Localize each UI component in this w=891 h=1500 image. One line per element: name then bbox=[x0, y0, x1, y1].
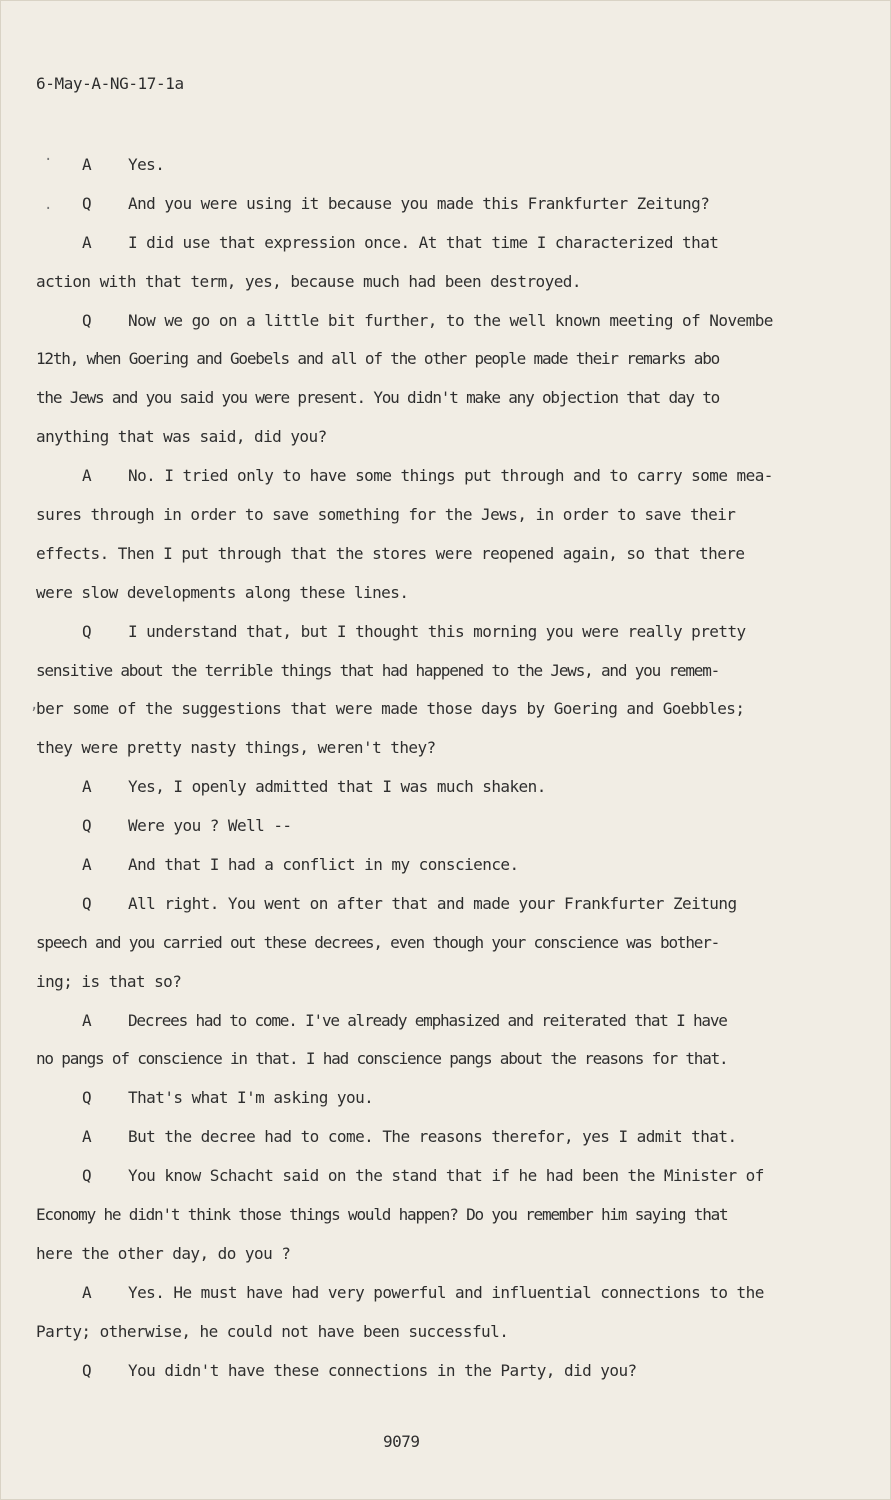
speaker-label: Q bbox=[82, 193, 92, 213]
transcript-line bbox=[36, 768, 826, 807]
line-text: the Jews and you said you were present. You didn't make any objection that day to bbox=[36, 388, 720, 408]
transcript-line bbox=[36, 340, 826, 379]
line-text: 12th, when Goering and Goebels and all of the other people made their remarks abo bbox=[36, 349, 720, 369]
line-text: You didn't have these connections in the Party, did you? bbox=[128, 1360, 637, 1380]
transcript-line bbox=[36, 224, 826, 263]
line-text: action with that term, yes, because much had been destroyed. bbox=[36, 271, 581, 291]
line-text: Party; otherwise, he could not have been successful. bbox=[36, 1321, 509, 1341]
transcript-line bbox=[36, 1040, 826, 1079]
line-text: anything that was said, did you? bbox=[36, 427, 327, 447]
speaker-label: A bbox=[82, 1282, 92, 1302]
document-header: 6-May-A-NG-17-1a bbox=[36, 74, 184, 93]
transcript-line bbox=[36, 613, 826, 652]
line-text: ing; is that so? bbox=[36, 971, 182, 991]
speaker-label: Q bbox=[82, 1166, 92, 1186]
transcript-line bbox=[36, 1002, 826, 1041]
transcript-line bbox=[36, 302, 826, 341]
speaker-label: A bbox=[82, 1127, 92, 1147]
transcript-line bbox=[36, 418, 826, 457]
line-text: No. I tried only to have some things put through and to carry some mea- bbox=[128, 466, 773, 486]
speaker-label: A bbox=[82, 466, 92, 486]
line-text: Decrees had to come. I've already emphasized and reiterated that I have bbox=[128, 1010, 727, 1030]
line-text: ber some of the suggestions that were made those days by Goering and Goebbles; bbox=[36, 699, 745, 719]
speaker-label: A bbox=[82, 1010, 91, 1030]
transcript-line bbox=[36, 574, 826, 613]
line-text: effects. Then I put through that the stores were reopened again, so that there bbox=[36, 543, 745, 563]
transcript-line bbox=[36, 924, 826, 963]
line-text: no pangs of conscience in that. I had conscience pangs about the reasons for that. bbox=[36, 1049, 728, 1069]
transcript-line bbox=[36, 729, 826, 768]
transcript-line bbox=[36, 963, 826, 1002]
speaker-label: Q bbox=[82, 1088, 92, 1108]
line-text: And you were using it because you made this Frankfurter Zeitung? bbox=[128, 193, 710, 213]
line-text: Economy he didn't think those things would happen? Do you remember him saying that bbox=[36, 1205, 728, 1225]
margin-mark: , bbox=[30, 697, 39, 713]
speaker-label: A bbox=[82, 777, 92, 797]
line-text: And that I had a conflict in my conscience. bbox=[128, 855, 519, 875]
margin-mark: · bbox=[44, 201, 53, 217]
transcript-body bbox=[36, 146, 826, 1391]
transcript-line bbox=[36, 1079, 826, 1118]
line-text: All right. You went on after that and made your Frankfurter Zeitung bbox=[128, 893, 737, 913]
line-text: Yes, I openly admitted that I was much shaken. bbox=[128, 777, 546, 797]
line-text: they were pretty nasty things, weren't they? bbox=[36, 738, 436, 758]
transcript-line bbox=[36, 185, 826, 224]
line-text: I understand that, but I thought this morning you were really pretty bbox=[128, 621, 746, 641]
transcript-line bbox=[36, 690, 826, 729]
page-number: 9079 bbox=[383, 1432, 420, 1451]
speaker-label: Q bbox=[82, 310, 92, 330]
speaker-label: Q bbox=[82, 893, 92, 913]
margin-mark: · bbox=[44, 152, 53, 168]
line-text: sures through in order to save something for the Jews, in order to save their bbox=[36, 505, 736, 525]
transcript-line bbox=[36, 379, 826, 418]
speaker-label: Q bbox=[82, 1360, 92, 1380]
transcript-line bbox=[36, 846, 826, 885]
speaker-label: Q bbox=[82, 621, 92, 641]
line-text: That's what I'm asking you. bbox=[128, 1088, 374, 1108]
transcript-line bbox=[36, 535, 826, 574]
transcript-line bbox=[36, 1274, 826, 1313]
speaker-label: Q bbox=[82, 816, 92, 836]
line-text: Now we go on a little bit further, to the well known meeting of Novembe bbox=[128, 310, 773, 330]
line-text: were slow developments along these lines. bbox=[36, 582, 409, 602]
transcript-line bbox=[36, 652, 826, 691]
transcript-line bbox=[36, 496, 826, 535]
line-text: Were you ? Well -- bbox=[128, 816, 292, 836]
transcript-line bbox=[36, 1352, 826, 1391]
line-text: speech and you carried out these decrees, even though your conscience was bother- bbox=[36, 932, 720, 952]
transcript-line bbox=[36, 457, 826, 496]
transcript-line bbox=[36, 1196, 826, 1235]
line-text: But the decree had to come. The reasons therefor, yes I admit that. bbox=[128, 1127, 737, 1147]
line-text: Yes. bbox=[128, 155, 165, 174]
transcript-line bbox=[36, 263, 826, 302]
speaker-label: A bbox=[82, 232, 92, 252]
line-text: here the other day, do you ? bbox=[36, 1243, 291, 1263]
transcript-line bbox=[36, 1313, 826, 1352]
transcript-line bbox=[36, 885, 826, 924]
line-text: Yes. He must have had very powerful and influential connections to the bbox=[128, 1282, 764, 1302]
transcript-line bbox=[36, 1118, 826, 1157]
transcript-line bbox=[36, 807, 826, 846]
line-text: You know Schacht said on the stand that if he had been the Minister of bbox=[128, 1166, 764, 1186]
speaker-label: A bbox=[82, 155, 92, 174]
transcript-line bbox=[36, 146, 826, 185]
transcript-line bbox=[36, 1157, 826, 1196]
speaker-label: A bbox=[82, 855, 92, 875]
line-text: sensitive about the terrible things that had happened to the Jews, and you remem- bbox=[36, 660, 720, 680]
transcript-line bbox=[36, 1235, 826, 1274]
line-text: I did use that expression once. At that time I characterized that bbox=[128, 232, 719, 252]
